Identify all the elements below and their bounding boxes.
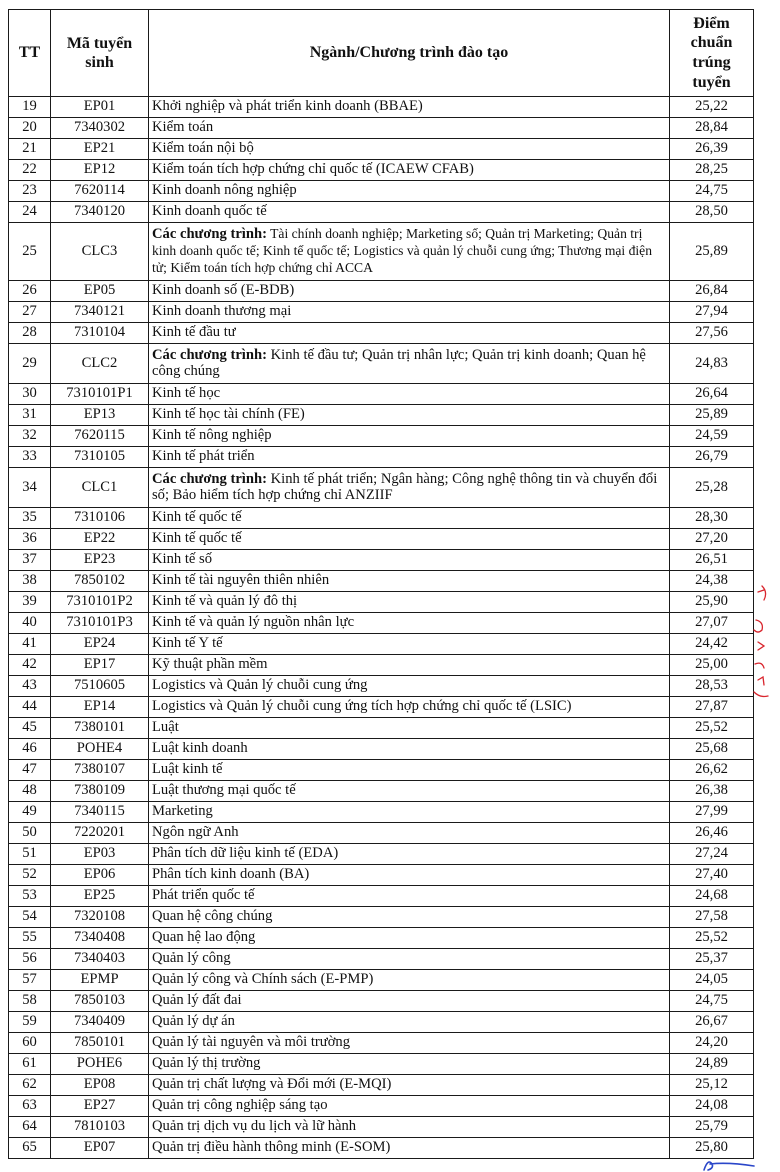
admission-code: POHE4 — [51, 739, 149, 760]
row-number: 28 — [9, 323, 51, 344]
table-row — [9, 739, 754, 760]
admission-code: CLC2 — [51, 344, 149, 384]
admission-code: 7220201 — [51, 823, 149, 844]
cutoff-score: 25,28 — [670, 468, 754, 508]
admission-code: 7620114 — [51, 181, 149, 202]
program-name: Quan hệ công chúng — [149, 907, 670, 928]
admission-code: 7340302 — [51, 118, 149, 139]
row-number: 19 — [9, 97, 51, 118]
cutoff-score: 25,12 — [670, 1075, 754, 1096]
row-number: 46 — [9, 739, 51, 760]
row-number: 29 — [9, 344, 51, 384]
admission-code: 7340121 — [51, 302, 149, 323]
table-row — [9, 1012, 754, 1033]
cutoff-score: 24,20 — [670, 1033, 754, 1054]
col-header-tt: TT — [9, 10, 51, 97]
program-name: Kinh tế học — [149, 384, 670, 405]
row-number: 31 — [9, 405, 51, 426]
cutoff-score: 25,89 — [670, 223, 754, 281]
program-name: Phát triển quốc tế — [149, 886, 670, 907]
program-name — [149, 223, 670, 281]
cutoff-score: 24,05 — [670, 970, 754, 991]
program-name: Quản trị công nghiệp sáng tạo — [149, 1096, 670, 1117]
admission-code: EP08 — [51, 1075, 149, 1096]
program-name: Ngôn ngữ Anh — [149, 823, 670, 844]
cutoff-score: 25,22 — [670, 97, 754, 118]
row-number: 47 — [9, 760, 51, 781]
program-name: Kinh doanh quốc tế — [149, 202, 670, 223]
col-header-code: Mã tuyển sinh — [51, 10, 149, 97]
row-number: 59 — [9, 1012, 51, 1033]
row-number: 20 — [9, 118, 51, 139]
table-row — [9, 844, 754, 865]
table-row — [9, 323, 754, 344]
program-group-prefix: Các chương trình: — [152, 470, 267, 487]
program-name: Marketing — [149, 802, 670, 823]
admission-code: 7850103 — [51, 991, 149, 1012]
program-name: Phân tích kinh doanh (BA) — [149, 865, 670, 886]
cutoff-score: 24,38 — [670, 571, 754, 592]
row-number: 22 — [9, 160, 51, 181]
row-number: 64 — [9, 1117, 51, 1138]
program-name: Quản lý công — [149, 949, 670, 970]
row-number: 62 — [9, 1075, 51, 1096]
admission-code: 7850102 — [51, 571, 149, 592]
cutoff-score: 26,62 — [670, 760, 754, 781]
cutoff-score: 26,84 — [670, 281, 754, 302]
row-number: 35 — [9, 508, 51, 529]
table-row — [9, 592, 754, 613]
admission-code: 7380101 — [51, 718, 149, 739]
cutoff-score: 27,56 — [670, 323, 754, 344]
row-number: 43 — [9, 676, 51, 697]
admission-code: EP24 — [51, 634, 149, 655]
table-row — [9, 1117, 754, 1138]
table-row — [9, 886, 754, 907]
program-name: Kinh tế Y tế — [149, 634, 670, 655]
program-name: Quản lý tài nguyên và môi trường — [149, 1033, 670, 1054]
admission-code: CLC1 — [51, 468, 149, 508]
cutoff-score: 25,00 — [670, 655, 754, 676]
program-name: Kinh tế và quản lý nguồn nhân lực — [149, 613, 670, 634]
admission-code: 7310105 — [51, 447, 149, 468]
row-number: 49 — [9, 802, 51, 823]
cutoff-score: 24,42 — [670, 634, 754, 655]
cutoff-score: 26,46 — [670, 823, 754, 844]
table-row — [9, 907, 754, 928]
cutoff-score: 25,90 — [670, 592, 754, 613]
table-row — [9, 718, 754, 739]
admission-code: 7380107 — [51, 760, 149, 781]
table-row — [9, 181, 754, 202]
program-name: Luật — [149, 718, 670, 739]
col-header-score: Điểm chuẩn trúng tuyển — [670, 10, 754, 97]
row-number: 27 — [9, 302, 51, 323]
row-number: 54 — [9, 907, 51, 928]
admission-code: EP01 — [51, 97, 149, 118]
admission-code: EP12 — [51, 160, 149, 181]
program-name: Kinh tế và quản lý đô thị — [149, 592, 670, 613]
table-row — [9, 760, 754, 781]
cutoff-score: 28,84 — [670, 118, 754, 139]
admission-code: 7380109 — [51, 781, 149, 802]
row-number: 61 — [9, 1054, 51, 1075]
row-number: 65 — [9, 1138, 51, 1159]
table-row — [9, 384, 754, 405]
table-row — [9, 781, 754, 802]
cutoff-score: 25,79 — [670, 1117, 754, 1138]
cutoff-score: 27,94 — [670, 302, 754, 323]
cutoff-score: 26,67 — [670, 1012, 754, 1033]
admission-code: EP27 — [51, 1096, 149, 1117]
cutoff-score: 24,75 — [670, 991, 754, 1012]
signature-mark — [700, 1156, 760, 1172]
admission-code: EP03 — [51, 844, 149, 865]
admission-score-table — [8, 9, 754, 1159]
table-row — [9, 97, 754, 118]
row-number: 40 — [9, 613, 51, 634]
cutoff-score: 26,64 — [670, 384, 754, 405]
table-row — [9, 697, 754, 718]
program-name: Kinh doanh nông nghiệp — [149, 181, 670, 202]
table-row — [9, 160, 754, 181]
table-row — [9, 634, 754, 655]
table-row — [9, 550, 754, 571]
cutoff-score: 27,58 — [670, 907, 754, 928]
row-number: 21 — [9, 139, 51, 160]
cutoff-score: 24,83 — [670, 344, 754, 384]
cutoff-score: 27,87 — [670, 697, 754, 718]
program-name: Quan hệ lao động — [149, 928, 670, 949]
program-name: Luật thương mại quốc tế — [149, 781, 670, 802]
row-number: 63 — [9, 1096, 51, 1117]
table-row — [9, 655, 754, 676]
program-group-list: Kinh tế phát triển; Ngân hàng; Công nghệ thông tin và chuyển đổi số; Bảo hiểm tích hợp chứng chỉ ANZIIF — [152, 470, 658, 503]
program-name: Kinh tế tài nguyên thiên nhiên — [149, 571, 670, 592]
admission-code: EP23 — [51, 550, 149, 571]
row-number: 52 — [9, 865, 51, 886]
program-name: Quản trị dịch vụ du lịch và lữ hành — [149, 1117, 670, 1138]
table-row — [9, 949, 754, 970]
program-name: Kinh doanh số (E-BDB) — [149, 281, 670, 302]
row-number: 44 — [9, 697, 51, 718]
cutoff-score: 26,39 — [670, 139, 754, 160]
admission-code: EP21 — [51, 139, 149, 160]
cutoff-score: 24,08 — [670, 1096, 754, 1117]
cutoff-score: 24,75 — [670, 181, 754, 202]
admission-code: EPMP — [51, 970, 149, 991]
admission-code: 7340403 — [51, 949, 149, 970]
row-number: 45 — [9, 718, 51, 739]
row-number: 23 — [9, 181, 51, 202]
cutoff-score: 24,59 — [670, 426, 754, 447]
program-name: Luật kinh tế — [149, 760, 670, 781]
program-name: Kinh tế nông nghiệp — [149, 426, 670, 447]
table-row — [9, 447, 754, 468]
table-row — [9, 508, 754, 529]
table-row — [9, 571, 754, 592]
admission-code: 7310104 — [51, 323, 149, 344]
admission-code: EP17 — [51, 655, 149, 676]
row-number: 55 — [9, 928, 51, 949]
table-row — [9, 676, 754, 697]
row-number: 50 — [9, 823, 51, 844]
program-name: Kinh tế quốc tế — [149, 508, 670, 529]
admission-code: 7850101 — [51, 1033, 149, 1054]
row-number: 51 — [9, 844, 51, 865]
cutoff-score: 24,89 — [670, 1054, 754, 1075]
table-row — [9, 426, 754, 447]
table-row — [9, 139, 754, 160]
admission-code: 7310101P3 — [51, 613, 149, 634]
row-number: 37 — [9, 550, 51, 571]
admission-code: 7340120 — [51, 202, 149, 223]
row-number: 38 — [9, 571, 51, 592]
program-name: Kinh doanh thương mại — [149, 302, 670, 323]
program-name: Kinh tế học tài chính (FE) — [149, 405, 670, 426]
table-row — [9, 1054, 754, 1075]
program-name: Kinh tế phát triển — [149, 447, 670, 468]
admission-code: 7340115 — [51, 802, 149, 823]
row-number: 60 — [9, 1033, 51, 1054]
admission-code: 7310106 — [51, 508, 149, 529]
cutoff-score: 27,99 — [670, 802, 754, 823]
row-number: 57 — [9, 970, 51, 991]
table-row — [9, 970, 754, 991]
row-number: 25 — [9, 223, 51, 281]
row-number: 24 — [9, 202, 51, 223]
admission-code: 7810103 — [51, 1117, 149, 1138]
table-row — [9, 529, 754, 550]
cutoff-score: 25,68 — [670, 739, 754, 760]
table-row — [9, 928, 754, 949]
table-row — [9, 613, 754, 634]
program-name: Quản lý đất đai — [149, 991, 670, 1012]
program-name: Quản trị điều hành thông minh (E-SOM) — [149, 1138, 670, 1159]
program-name: Luật kinh doanh — [149, 739, 670, 760]
cutoff-score: 26,51 — [670, 550, 754, 571]
table-row — [9, 344, 754, 384]
cutoff-score: 28,50 — [670, 202, 754, 223]
cutoff-score: 27,20 — [670, 529, 754, 550]
admission-code: EP25 — [51, 886, 149, 907]
program-name: Logistics và Quản lý chuỗi cung ứng — [149, 676, 670, 697]
cutoff-score: 28,25 — [670, 160, 754, 181]
table-row — [9, 1096, 754, 1117]
table-row — [9, 865, 754, 886]
row-number: 48 — [9, 781, 51, 802]
row-number: 56 — [9, 949, 51, 970]
program-group-list: Kinh tế đầu tư; Quản trị nhân lực; Quản trị kinh doanh; Quan hệ công chúng — [152, 346, 646, 379]
row-number: 34 — [9, 468, 51, 508]
row-number: 58 — [9, 991, 51, 1012]
row-number: 33 — [9, 447, 51, 468]
program-name: Kiểm toán — [149, 118, 670, 139]
program-name: Quản lý thị trường — [149, 1054, 670, 1075]
program-name: Kinh tế quốc tế — [149, 529, 670, 550]
admission-code: 7620115 — [51, 426, 149, 447]
program-name: Kinh tế đầu tư — [149, 323, 670, 344]
table-row — [9, 1033, 754, 1054]
cutoff-score: 27,07 — [670, 613, 754, 634]
admission-code: CLC3 — [51, 223, 149, 281]
table-header-row — [9, 10, 754, 97]
table-row — [9, 1138, 754, 1159]
admission-code: 7310101P2 — [51, 592, 149, 613]
table-row — [9, 991, 754, 1012]
table-row — [9, 302, 754, 323]
admission-code: 7340409 — [51, 1012, 149, 1033]
program-name — [149, 344, 670, 384]
row-number: 53 — [9, 886, 51, 907]
cutoff-score: 25,52 — [670, 718, 754, 739]
cutoff-score: 26,79 — [670, 447, 754, 468]
admission-code: EP22 — [51, 529, 149, 550]
table-row — [9, 1075, 754, 1096]
admission-code: 7310101P1 — [51, 384, 149, 405]
cutoff-score: 25,89 — [670, 405, 754, 426]
table-row — [9, 823, 754, 844]
cutoff-score: 27,24 — [670, 844, 754, 865]
admission-code: EP05 — [51, 281, 149, 302]
table-body — [9, 97, 754, 1159]
cutoff-score: 28,30 — [670, 508, 754, 529]
table-row — [9, 468, 754, 508]
col-header-program: Ngành/Chương trình đào tạo — [149, 10, 670, 97]
row-number: 30 — [9, 384, 51, 405]
table-row — [9, 281, 754, 302]
program-name: Kiểm toán tích hợp chứng chỉ quốc tế (ICAEW CFAB) — [149, 160, 670, 181]
cutoff-score: 26,38 — [670, 781, 754, 802]
program-name: Logistics và Quản lý chuỗi cung ứng tích hợp chứng chỉ quốc tế (LSIC) — [149, 697, 670, 718]
table-row — [9, 405, 754, 426]
program-name: Kinh tế số — [149, 550, 670, 571]
row-number: 42 — [9, 655, 51, 676]
row-number: 26 — [9, 281, 51, 302]
table-row — [9, 202, 754, 223]
program-name: Kỹ thuật phần mềm — [149, 655, 670, 676]
program-name: Quản lý công và Chính sách (E-PMP) — [149, 970, 670, 991]
program-name — [149, 468, 670, 508]
table-row — [9, 802, 754, 823]
program-name: Kiểm toán nội bộ — [149, 139, 670, 160]
admission-code: 7510605 — [51, 676, 149, 697]
program-group-prefix: Các chương trình: — [152, 226, 267, 243]
cutoff-score: 25,80 — [670, 1138, 754, 1159]
row-number: 39 — [9, 592, 51, 613]
program-name: Quản trị chất lượng và Đổi mới (E-MQI) — [149, 1075, 670, 1096]
admission-code: EP14 — [51, 697, 149, 718]
program-group-list: Tài chính doanh nghiệp; Marketing số; Quản trị Marketing; Quản trị kinh doanh quốc tế; Kinh tế quốc tế; Logistics và quản lý chuỗi cung ứng; Thương mại điện tử; Kiểm toán tích hợp chứng chỉ ACCA — [152, 226, 653, 275]
cutoff-score: 25,52 — [670, 928, 754, 949]
handwritten-margin-annotation — [748, 580, 774, 710]
program-name: Khởi nghiệp và phát triển kinh doanh (BBAE) — [149, 97, 670, 118]
row-number: 36 — [9, 529, 51, 550]
table-row — [9, 223, 754, 281]
table-row — [9, 118, 754, 139]
admission-code: EP06 — [51, 865, 149, 886]
cutoff-score: 24,68 — [670, 886, 754, 907]
cutoff-score: 25,37 — [670, 949, 754, 970]
cutoff-score: 27,40 — [670, 865, 754, 886]
admission-code: 7320108 — [51, 907, 149, 928]
admission-code: 7340408 — [51, 928, 149, 949]
admission-code: EP13 — [51, 405, 149, 426]
program-group-prefix: Các chương trình: — [152, 346, 267, 363]
row-number: 32 — [9, 426, 51, 447]
cutoff-score: 28,53 — [670, 676, 754, 697]
program-name: Phân tích dữ liệu kinh tế (EDA) — [149, 844, 670, 865]
row-number: 41 — [9, 634, 51, 655]
admission-code: EP07 — [51, 1138, 149, 1159]
admission-code: POHE6 — [51, 1054, 149, 1075]
program-name: Quản lý dự án — [149, 1012, 670, 1033]
